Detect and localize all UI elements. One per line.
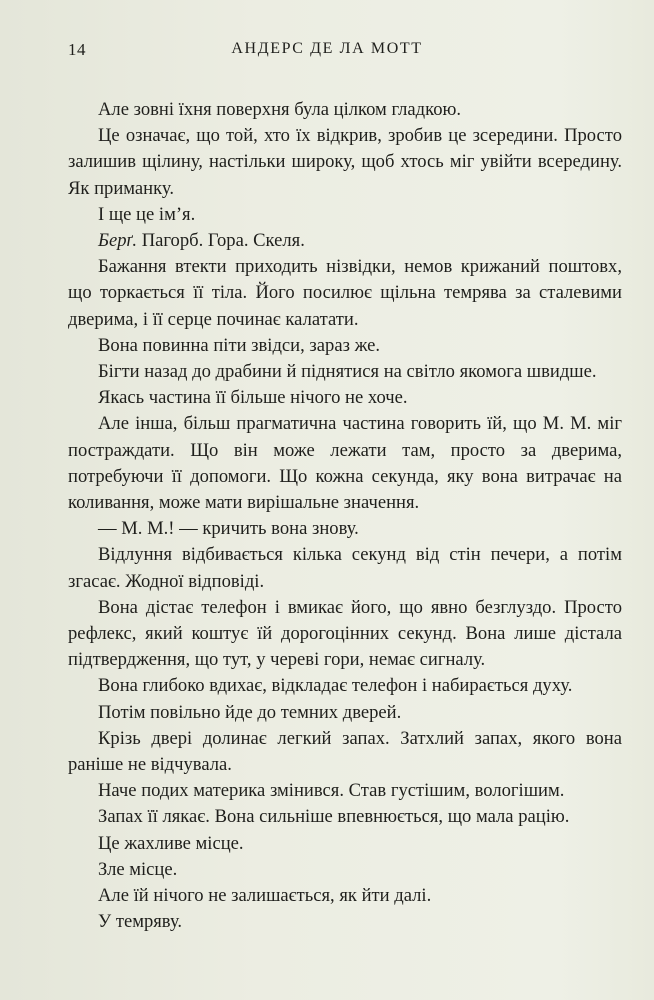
paragraph: Вона глибоко вдихає, відкладає телефон і набирається духу.: [98, 675, 573, 697]
running-head-author: АНДЕРС ДЕ ЛА МОТТ: [231, 40, 423, 57]
italic-word: Берґ.: [98, 230, 138, 252]
paragraph: Наче подих материка змінився. Став густішим, вологішим.: [98, 780, 565, 802]
paragraph: Вона повинна піти звідси, зараз же.: [98, 334, 381, 356]
paragraph: Бажання втекти приходить нізвідки, немов крижаний поштовх, що торкається її тіла. Його посилює щільна темрява за сталевими дверима, і її серце починає калатати.: [68, 256, 622, 330]
paragraph: Але інша, більш прагматична частина говорить їй, що М. М. міг постраждати. Що він може лежати там, просто за дверима, потребуючи її допомоги. Що кожна секунда, яку вона витрачає на коливання, може мати вирішальне значення.: [68, 413, 622, 514]
running-head: [0, 40, 654, 64]
paragraph: Це означає, що той, хто їх відкрив, зробив це зсередини. Просто залишив щілину, настільки широку, щоб хтось міг увійти всередину. Як приманку.: [68, 125, 622, 199]
paragraph: Вона дістає телефон і вмикає його, що явно безглуздо. Просто рефлекс, який коштує їй дорогоцінних секунд. Вона лише дістала підтвердження, що тут, у череві гори, немає сигналу.: [68, 596, 622, 671]
paragraph: Якась частина її більше нічого не хоче.: [98, 387, 408, 409]
paragraph: Відлуння відбивається кілька секунд від стін печери, а потім згасає. Жодної відповіді.: [68, 544, 622, 592]
paragraph: Потім повільно йде до темних дверей.: [98, 701, 402, 723]
paragraph: Бігти назад до драбини й піднятися на світло якомога швидше.: [98, 361, 597, 383]
paragraph: — М. М.! — кричить вона знову.: [98, 518, 359, 540]
paragraph: Але їй нічого не залишається, як йти далі.: [98, 885, 432, 907]
paragraph: Запах її лякає. Вона сильніше впевнюється, що мала рацію.: [98, 806, 570, 828]
paragraph: Але зовні їхня поверхня була цілком гладкою.: [98, 99, 462, 120]
paragraph: І ще це ім’я.: [98, 203, 196, 225]
paragraph: Крізь двері долинає легкий запах. Затхлий запах, якого вона раніше не відчувала.: [68, 727, 622, 776]
paragraph: Це жахливе місце.: [98, 832, 244, 854]
paragraph: Зле місце.: [98, 858, 178, 880]
paragraph-text: Пагорб. Гора. Скеля.: [141, 230, 305, 252]
text-body: [68, 97, 622, 936]
page-number: 14: [68, 40, 86, 59]
paragraph: У темряву.: [98, 911, 183, 933]
paragraph-with-italic: [68, 228, 622, 254]
